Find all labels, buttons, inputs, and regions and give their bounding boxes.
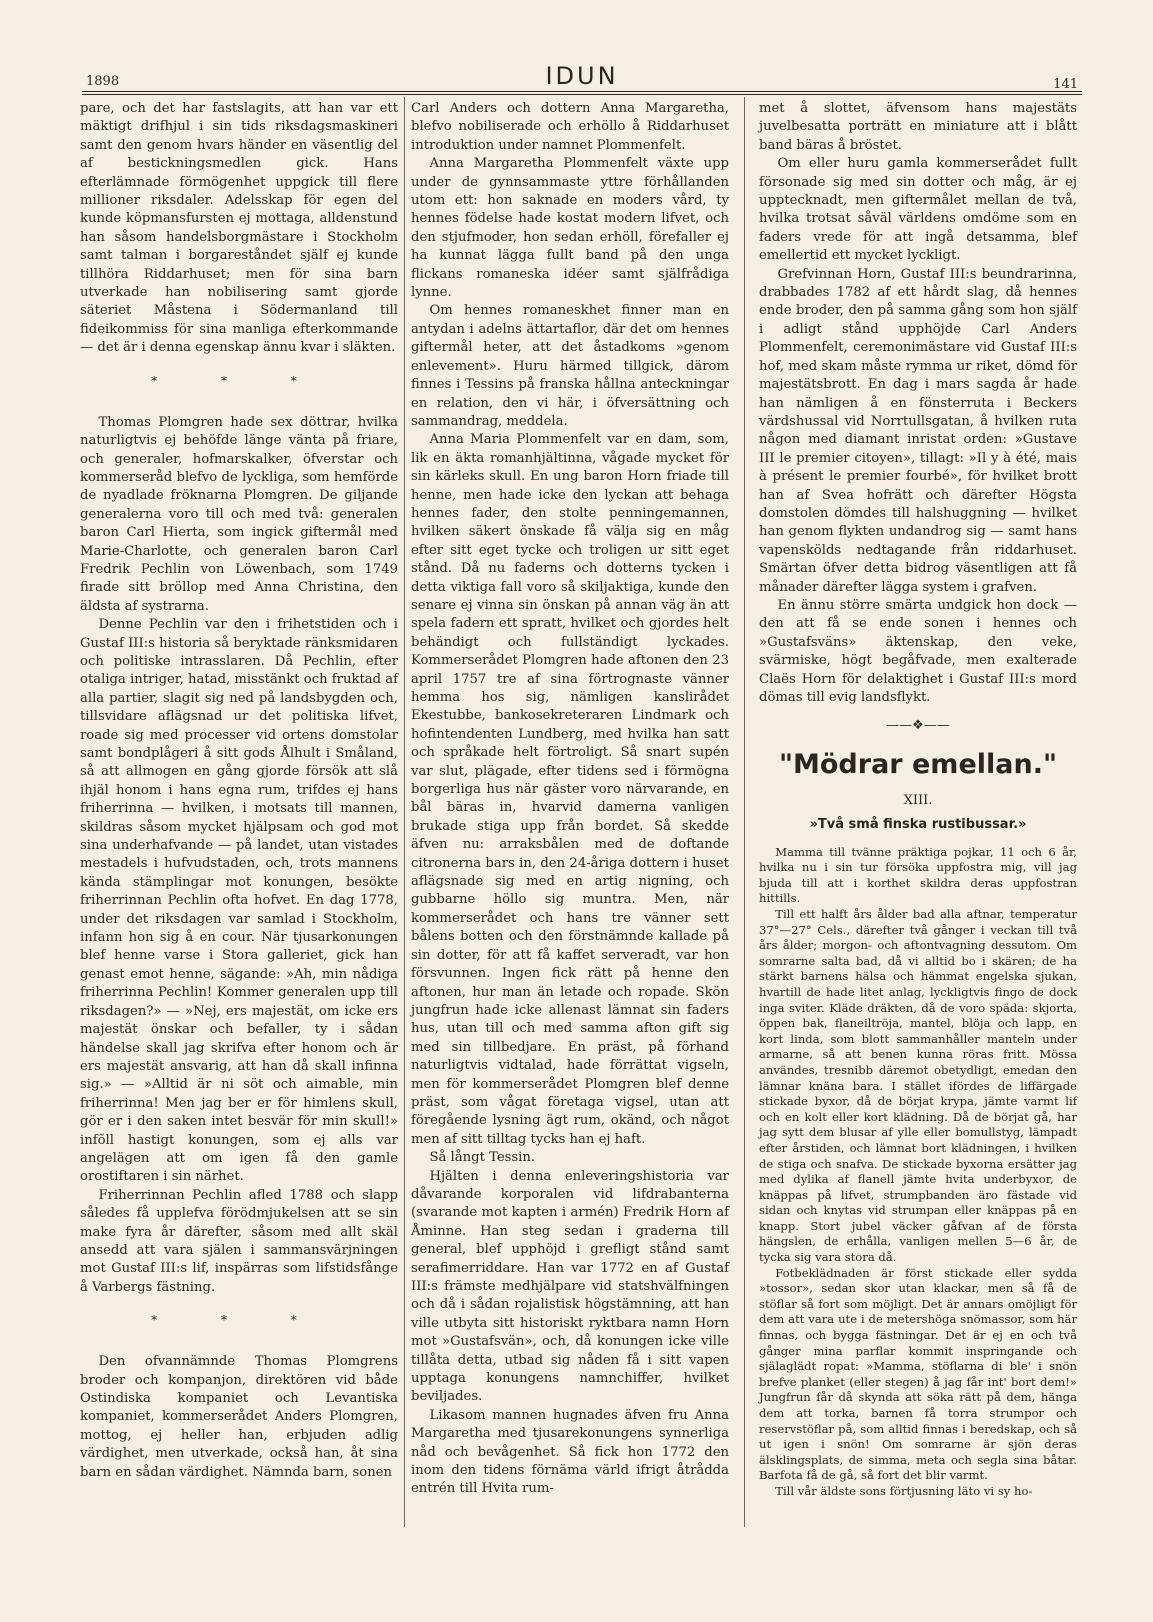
paragraph: Carl Anders och dottern Anna Margaretha, blefvo nobiliserade och erhöllo å Riddarhuset introduktion under namnet Plommenfelt. (411, 101, 729, 153)
article-subtitle: »Två små finska rustibussar.» (809, 817, 1027, 833)
header-rule-lower (82, 94, 1082, 95)
section-separator-stars: * * * (151, 373, 327, 388)
section-separator-stars: * * * (151, 1313, 327, 1328)
paragraph: met å slottet, äfvensom hans majestäts juvelbesatta porträtt en miniature att i blått band bäras å bröstet. (759, 101, 1077, 153)
paragraph: Så långt Tessin. (429, 1150, 536, 1166)
page-header (82, 62, 1082, 92)
paragraph: Hjälten i denna enleveringshistoria var dåvarande korporalen vid lifdrabanterna (svarande mot kapten i armén) Fredrik Horn af Åminne. Han steg sedan i graderna till general, blef upphöjd i grefligt stånd samt serafimerriddare. Han var 1772 en af Gustaf III:s främste medhjälpare vid statshvälfningen och då i sådan rojalistisk högstämning, att han ville utbyta sitt historiskt ryktbara namn Horn mot »Gustafsvän», och, då konungen icke ville tillåta detta, utbad sig nåden få i sitt vapen upptaga konungens namnchiffer, hvilket beviljades. (411, 1168, 729, 1405)
paragraph: pare, och det har fastslagits, att han var ett mäktigt drifhjul i sin tids riksdagsmaskineri samt den genom hvars händer en väsentlig del af bestickningsmedlen gick. Hans efterlämnade förmögenhet uppgick till flere millioner riksdaler. Adelsskap för egen del kunde köpmansfursten ej mottaga, alldenstund han såsom handelsborgmästare i Stockholm samt talman i borgareståndet själf ej kunde tillhöra Riddarhuset; men för sina barn utverkade han nobilisering samt gjorde säteriet Måstena i Södermanland till fideikommiss för sina manliga efterkommande — det är i denna egenskap ännu kvar i släkten. (80, 101, 398, 356)
paragraph: Anna Maria Plommenfelt var en dam, som, lik en äkta romanhjältinna, vågade mycket för sin kärleks skull. En ung baron Horn friade till henne, men hade icke den lyckan att behaga hennes fader, den stolte penningemannen, hvilken säkert önskade få välja sig en måg efter sitt eget tycke och troligen ur sitt eget stånd. Då nu faderns och dotterns tycken i detta viktiga fall voro så skiljaktiga, kunde den senare ej vinna sin önskan på annan väg än att spela fadern ett spratt, hvilket och gjordes helt behändigt och fullständigt lyckades. Kommerserådet Plomgren hade aftonen den 23 april 1757 tre af sina förtrognaste vänner hemma hos sig, nämligen kanslirådet Ekestubbe, bankosekreteraren Lindmark och hofintendenten Lundberg, med hvilka han satt och språkade helt förtroligt. Så snart supén var slut, plägade, efter tidens sed i förmögna borgerliga hus när gäster voro närvarande, en bål bäras in, hvarvid damerna vanligen brukade stiga upp från bordet. Så skedde äfven nu: arraksbålen med de doftande citronerna bars in, den 24-åriga dottern i huset aflägsnade sig med en artig nigning, och gubbarne höllo sig muntra. Men, när kommerserådet och hans tre vänner sett bålens botten och den förstnämnde kallade på sin dotter, för att få kaffet serveradt, var hon försvunnen. Ingen fick rätt på henne den aftonen, hur man än letade och ropade. Skön jungfrun hade icke allenast lämnat sin faders hus, utan till och med samma afton gift sig med sin tillbedjare. En präst, på förhand naturligtvis vidtalad, hade förrättat vigseln, men för kommerserådet Plomgren blef denne präst, som vågat företaga vigsel, utan att föregående lysning ägt rum, okänd, och något men af sitt tilltag tycks han ej haft. (411, 432, 729, 1147)
column-1 (80, 100, 398, 1482)
column-2 (411, 100, 729, 1499)
ornament-divider: ——❖—— (886, 718, 950, 734)
paragraph: Till ett halft års ålder bad alla aftnar, temperatur 37°—27° Cels., därefter två gånger i veckan till två års ålder; morgon- och aftontvagning dessutom. Om somrarne salta bad, då vi alltid bo i skären; de ha stärkt barnens hälsa och hämmat engelska sjukan, hvartill de hade litet anlag, lyckligtvis fingo de dock inga sviter. Kläde dräkten, då de voro späda: skjorta, öppen bak, flaneiltröja, mantel, blöja och lapp, en kort linda, som blott sammanhåller manteln under armarne, så att benen kunna röras fritt. Mössa användes, tresnibb däremot obetydligt, emedan den lämnar knäna bara. I stället ifördes de liffärgade stickade byxor, då de börjat krypa, jämte varmt lif och en kolt eller kort klädning. Då de börjat gå, har jag sytt dem blusar af ylle eller bomullstyg, lämpadt efter årstiden, och lämnat bort klädningen, i hvilken de stiga och snafva. De stickade byxorna ersätter jag med dylika af flanell jämte hvita underbyxor, de knäppas på lifvet, strumpbanden äro fästade vid sidan och knytas vid strumpan eller knäppas på en knapp. Stort jubel väcker gåfvan af de första hängslen, de erhålla, vanligen mellen 5—6 år, de tycka sig vara stora då. (759, 907, 1077, 1265)
paragraph: Grefvinnan Horn, Gustaf III:s beundrarinna, drabbades 1782 af ett hårdt slag, då hennes ende broder, den på samma gång som hon själf i adligt stånd upphöjde Carl Anders Plommenfelt, ceremonimästare vid Gustaf III:s hof, med skam måste rymma ur riket, dömd för majestätsbrott. En dag i mars sagda år hade han nämligen å en fönsterruta i Beckers värdshussal vid Norrtullsgatan, å hvilken ruta någon med diamant inristat orden: »Gustave III le premier citoyen», tillagt: »Il y à été, mais à présent le premier fourbé», för hvilket brott han af Svea hofrätt och därefter Högsta domstolen dömdes till halshuggning — hvilket han genom flykten undandrog sig — samt hans vapenskölds nedtagande från riddarhuset. Smärtan öfver detta bidrog väsentligen att få månader därefter lägga system i grafven. (759, 266, 1077, 595)
column-3 (759, 100, 1077, 1500)
paragraph: Thomas Plomgren hade sex döttrar, hvilka naturligtvis ej behöfde länge vänta på friare, och generaler, hofmarskalker, öfverstar och kommerseråd blefvo de lyckliga, som hemförde de nyadlade fröknarna Plomgren. De giljande generalerna voro till och med två: generalen baron Carl Hierta, som ingick giftermål med Marie-Charlotte, och generalen baron Carl Fredrik Pechlin von Löwenbach, som 1749 firade sitt bröllop med Anna Christina, den äldsta af systrarna. (80, 414, 398, 614)
paragraph: Den ofvannämnde Thomas Plomgrens broder och kompanjon, direktören vid både Ostindiska kompaniet och Levantiska kompaniet, kommerserådet Anders Plomgren, mottog, ej heller han, erbjuden adlig värdighet, men utverkade, också han, åt sina barn en sådan värdighet. Nämnda barn, sonen (80, 1354, 398, 1480)
paragraph: Om hennes romaneskhet finner man en antydan i adelns ättartaflor, där det om hennes giftermål heter, att det åstadkoms »genom enlevement». Huru härmed tillgick, därom finnes i Tessins på franska hållna anteckningar en relation, den vi här, i öfversättning och sammandrag, meddela. (411, 303, 729, 429)
paragraph: Friherrinnan Pechlin afled 1788 och slapp således få upplefva förödmjukelsen att se sin make fyra år därefter, såsom med allt skäl ansedd att vara själen i sammansvärjningen mot Gustaf III:s lif, inspärras som lifstidsfånge å Varbergs fästning. (80, 1187, 398, 1295)
paragraph: Om eller huru gamla kommerserådet fullt försonade sig med sin dotter och måg, är ej upptecknadt, men giftermålet mellan de två, hvilka trotsat såväl världens omdöme som en faders vrede för att ingå detsamma, blef emellertid ett mycket lyckligt. (759, 156, 1077, 264)
paragraph: Likasom mannen hugnades äfven fru Anna Margaretha med tjusarekonungens synnerliga nåd och bevågenhet. Så fick hon 1772 den inom den tidens förnäma värld ifrigt åtrådda entrén till Hvita rum- (411, 1407, 729, 1497)
masthead-title: IDUN (545, 62, 619, 90)
paragraph: Mamma till tvänne präktiga pojkar, 11 och 6 år, hvilka nu i sin tur försöka uppfostra mig, vill jag bjuda till att i korthet skildra deras uppfostran hittills. (759, 844, 1077, 906)
column-divider-1 (404, 97, 405, 1527)
article-number: XIII. (903, 792, 933, 808)
paragraph: Till vår äldste sons förtjusning läto vi sy ho- (775, 1483, 1033, 1498)
paragraph: Fotbeklädnaden är först stickade eller sydda »tossor», sedan skor utan klackar, men så få de stöflar så fort som möjligt. Det är annars omöjligt för dem att vara ute i de metershöga snömassor, som här finnas, och bygga fästningar. Det är ej en och två gånger mina parflar kommit inspringande och själaglädt ropat: »Mamma, stöflarna di ble' i snön brefve planket (eller stegen) å jag får int' bort dem!» Jungfrun får då skynda att söka rätt på dem, hänga dem att torka, barnen få torra strumpor och reservstöflar på, som alltid finnas i beredskap, och så ut igen i snön! Om somrarne är sjön deras älsklingsplats, de simma, meta och segla sina båtar. Barfota få de gå, så fort det blir varmt. (759, 1265, 1077, 1483)
paragraph: Anna Margaretha Plommenfelt växte upp under de gynnsammaste yttre förhållanden utom ett: hon saknade en moders vård, ty hennes födelse hade kostat modern lifvet, och den stjufmoder, hon sedan erhöll, förefaller ej ha kunnat lägga fullt band på den unga flickans romaneska idéer samt själfrådiga lynne. (411, 156, 729, 301)
page-number: 141 (1053, 77, 1078, 92)
paragraph: Denne Pechlin var den i frihetstiden och i Gustaf III:s historia så beryktade ränksmidaren och politiske intrasslaren. Då Pechlin, efter otaliga intriger, hatad, misstänkt och fruktad af alla partier, slagit sig ned på landsbygden och, tillsvidare aflägsnad ur det politiska lifvet, roade sig med processer vid ortens domstolar samt bondplågeri å sitt gods Ålhult i Småland, så att allmogen en gång gjorde försök att slå ihjäl honom i hans egna rum, trifdes ej hans friherrinna — hvilken, i motsats till mannen, skildras såsom mycket hjälpsam och god mot sina underhafvande — på landet, utan vistades mestadels i hufvudstaden, och, trots mannens kända stämplingar mot konungen, besökte friherrinnan Pechlin ofta hofvet. En dag 1778, under det riksdagen var samlad i Stockholm, infann hon sig å en cour. När tjusarkonungen blef henne varse i Stora galleriet, gick han genast emot henne, sägande: »Ah, min nådiga friherrinna Pechlin! Kommer generalen upp till riksdagen?» — »Nej, ers majestät, om icke ers majestät önskar och befaller, ty i sådan händelse skall jag skrifva efter honom och är ers majestät ansvarig, att han då skall infinna sig.» — »Alltid är ni söt och aimable, min friherrinna! Men jag ber er för himlens skull, gör er i den saken intet besvär för min skull!» infõll hastigt konungen, som ej alls var angelägen att om igen få den gamle orostiftaren i sin närhet. (80, 617, 399, 1185)
article-title: "Mödrar emellan." (778, 748, 1058, 780)
column-divider-2 (744, 97, 745, 1527)
paragraph: En ännu större smärta undgick hon dock — den att få se ende sonen i hennes och »Gustafsväns» äktenskap, den veke, svärmiske, högt begåfvade, men exalterade Claës Horn för delaktighet i Gustaf III:s mord dömas till evig landsflykt. (759, 597, 1077, 705)
header-year: 1898 (86, 74, 120, 89)
header-rule (82, 91, 1082, 92)
